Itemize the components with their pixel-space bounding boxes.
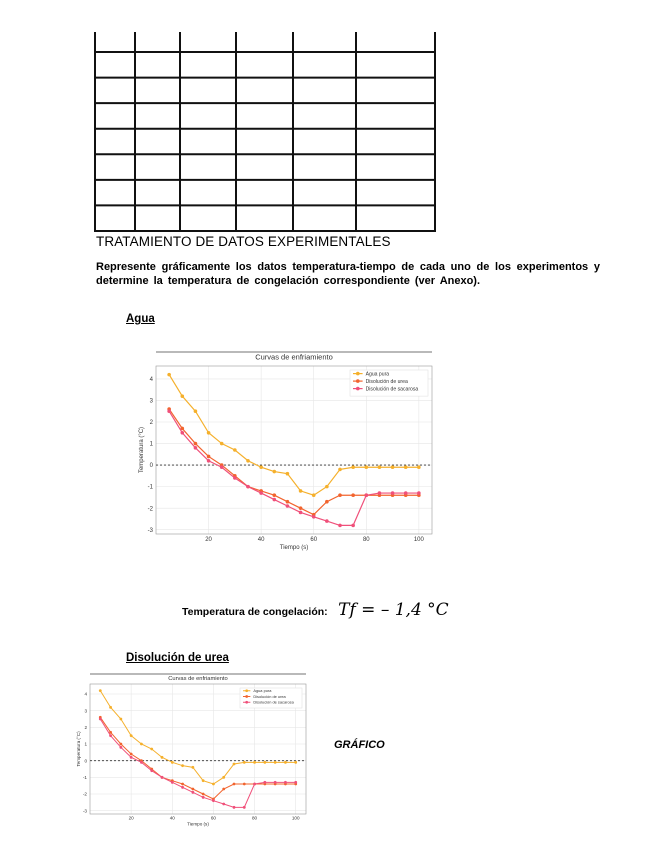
x-tick-label: 80	[252, 815, 258, 821]
legend-label: Disolución de urea	[253, 693, 286, 699]
data-point	[140, 761, 143, 764]
data-point	[312, 493, 316, 497]
data-point	[181, 783, 184, 786]
series-line-2	[100, 717, 295, 799]
data-point	[364, 465, 368, 469]
data-point	[272, 493, 276, 497]
urea-subheading: Disolución de urea	[126, 652, 229, 664]
data-point	[299, 511, 303, 515]
x-axis-label: Tiempo (s)	[187, 821, 209, 827]
y-axis-label: Temperatura (°C)	[138, 426, 145, 474]
data-point	[222, 803, 225, 806]
data-point	[243, 761, 246, 764]
data-point	[233, 448, 237, 452]
y-tick-label: 3	[149, 398, 153, 405]
data-point	[202, 796, 205, 799]
data-point	[417, 491, 421, 495]
data-point	[181, 786, 184, 789]
data-point	[99, 718, 102, 721]
data-point	[417, 465, 421, 469]
x-tick-label: 40	[169, 815, 175, 821]
legend-label: Agua pura	[253, 688, 272, 694]
data-point	[171, 761, 174, 764]
x-tick-label: 60	[210, 815, 216, 821]
data-point	[284, 781, 287, 784]
data-point	[99, 689, 102, 692]
x-tick-label: 80	[362, 537, 370, 544]
data-point	[274, 761, 277, 764]
legend-marker	[356, 387, 360, 391]
data-point	[194, 442, 198, 446]
y-tick-label: 2	[149, 420, 153, 427]
legend-marker	[245, 701, 248, 704]
data-point	[207, 459, 211, 463]
data-point	[294, 781, 297, 784]
data-point	[286, 472, 290, 476]
data-point	[286, 500, 290, 504]
data-point	[202, 779, 205, 782]
y-tick-label: -1	[82, 774, 87, 780]
data-point	[212, 783, 215, 786]
data-point	[109, 734, 112, 737]
data-point	[109, 706, 112, 709]
legend-label: Disolución de urea	[365, 378, 408, 385]
y-tick-label: 0	[84, 758, 87, 764]
data-point	[181, 764, 184, 767]
data-point	[233, 763, 236, 766]
series-line-2	[169, 409, 419, 515]
data-point	[246, 485, 250, 489]
data-point	[391, 465, 395, 469]
data-point	[338, 468, 342, 472]
x-axis-label: Tiempo (s)	[279, 545, 309, 551]
data-point	[119, 746, 122, 749]
x-tick-label: 40	[257, 537, 265, 544]
data-point	[191, 766, 194, 769]
data-point	[259, 465, 263, 469]
data-point	[253, 783, 256, 786]
y-tick-label: 4	[149, 377, 153, 384]
y-tick-label: -2	[82, 791, 87, 797]
legend-label: Agua pura	[365, 371, 390, 378]
data-point	[351, 493, 355, 497]
data-point	[194, 446, 198, 450]
legend-marker	[245, 695, 248, 698]
data-point	[351, 465, 355, 469]
y-tick-label: -3	[147, 527, 153, 534]
freezing-temperature-value: Tf = – 1,4 °C	[338, 600, 449, 620]
data-point	[167, 409, 171, 413]
y-tick-label: 3	[84, 708, 87, 714]
data-point	[119, 718, 122, 721]
data-point	[130, 756, 133, 759]
data-point	[284, 761, 287, 764]
data-point	[222, 776, 225, 779]
y-tick-label: 1	[149, 441, 153, 448]
data-point	[202, 793, 205, 796]
legend-label: Disolución de sacarosa	[253, 699, 294, 705]
y-tick-label: 4	[84, 691, 87, 697]
data-point	[233, 806, 236, 809]
x-tick-label: 20	[128, 815, 134, 821]
data-point	[338, 524, 342, 528]
y-tick-label: -3	[82, 808, 87, 814]
chart-title: Curvas de enfriamiento	[168, 675, 228, 682]
data-point	[263, 781, 266, 784]
data-point	[243, 783, 246, 786]
data-point	[233, 476, 237, 480]
data-point	[194, 409, 198, 413]
data-point	[220, 442, 224, 446]
data-point	[338, 493, 342, 497]
data-point	[191, 788, 194, 791]
section-heading: TRATAMIENTO DE DATOS EXPERIMENTALES	[96, 234, 391, 249]
data-point	[325, 500, 329, 504]
data-point	[130, 753, 133, 756]
data-point	[130, 734, 133, 737]
data-point	[272, 470, 276, 474]
data-point	[140, 743, 143, 746]
data-point	[274, 781, 277, 784]
data-point	[150, 748, 153, 751]
y-tick-label: -1	[147, 484, 153, 491]
y-tick-label: 1	[84, 741, 87, 747]
data-point	[259, 491, 263, 495]
x-tick-label: 20	[205, 537, 212, 544]
x-tick-label: 100	[413, 537, 424, 544]
graph-placeholder-label: GRÁFICO	[334, 739, 385, 751]
data-point	[207, 455, 211, 459]
data-point	[243, 806, 246, 809]
data-point	[404, 465, 408, 469]
cooling-curves-chart-urea	[68, 670, 310, 830]
data-point	[191, 791, 194, 794]
data-point	[391, 491, 395, 495]
x-tick-label: 100	[291, 815, 300, 821]
legend-label: Disolución de sacarosa	[365, 386, 419, 393]
data-point	[220, 465, 224, 469]
y-tick-label: 2	[84, 724, 87, 730]
cooling-curves-chart-agua	[118, 346, 436, 556]
data-point	[233, 783, 236, 786]
data-point	[299, 506, 303, 510]
data-point	[286, 504, 290, 508]
data-point	[299, 489, 303, 493]
data-table-grid	[94, 32, 436, 232]
freezing-temperature-label: Temperatura de congelación:	[182, 606, 328, 618]
y-tick-label: -2	[147, 506, 153, 513]
data-point	[378, 465, 382, 469]
data-point	[171, 781, 174, 784]
data-point	[325, 519, 329, 523]
data-point	[351, 524, 355, 528]
instructions-paragraph: Represente gráficamente los datos temperatura-tiempo de cada uno de los experimentos y determine la temperatura de congelación correspondiente (ver Anexo).	[96, 261, 600, 287]
data-point	[263, 761, 266, 764]
chart-title: Curvas de enfriamiento	[255, 352, 333, 362]
agua-subheading: Agua	[126, 313, 155, 325]
data-point	[222, 788, 225, 791]
data-point	[119, 743, 122, 746]
data-point	[253, 761, 256, 764]
y-tick-label: 0	[149, 463, 153, 470]
freezing-temperature-line	[182, 600, 449, 620]
y-axis-label: Temperatura (°C)	[75, 731, 81, 767]
data-point	[161, 776, 164, 779]
data-point	[150, 769, 153, 772]
data-point	[180, 431, 184, 435]
data-point	[212, 799, 215, 802]
data-point	[272, 498, 276, 502]
data-point	[167, 373, 171, 377]
data-point	[378, 491, 382, 495]
data-point	[404, 491, 408, 495]
data-point	[312, 515, 316, 519]
data-point	[294, 761, 297, 764]
legend-marker	[356, 372, 360, 376]
x-tick-label: 60	[310, 537, 318, 544]
data-point	[364, 493, 368, 497]
data-point	[161, 756, 164, 759]
legend-marker	[356, 379, 360, 383]
data-point	[325, 485, 329, 489]
data-point	[207, 431, 211, 435]
legend-marker	[245, 689, 248, 692]
data-point	[180, 394, 184, 398]
data-point	[246, 459, 250, 463]
